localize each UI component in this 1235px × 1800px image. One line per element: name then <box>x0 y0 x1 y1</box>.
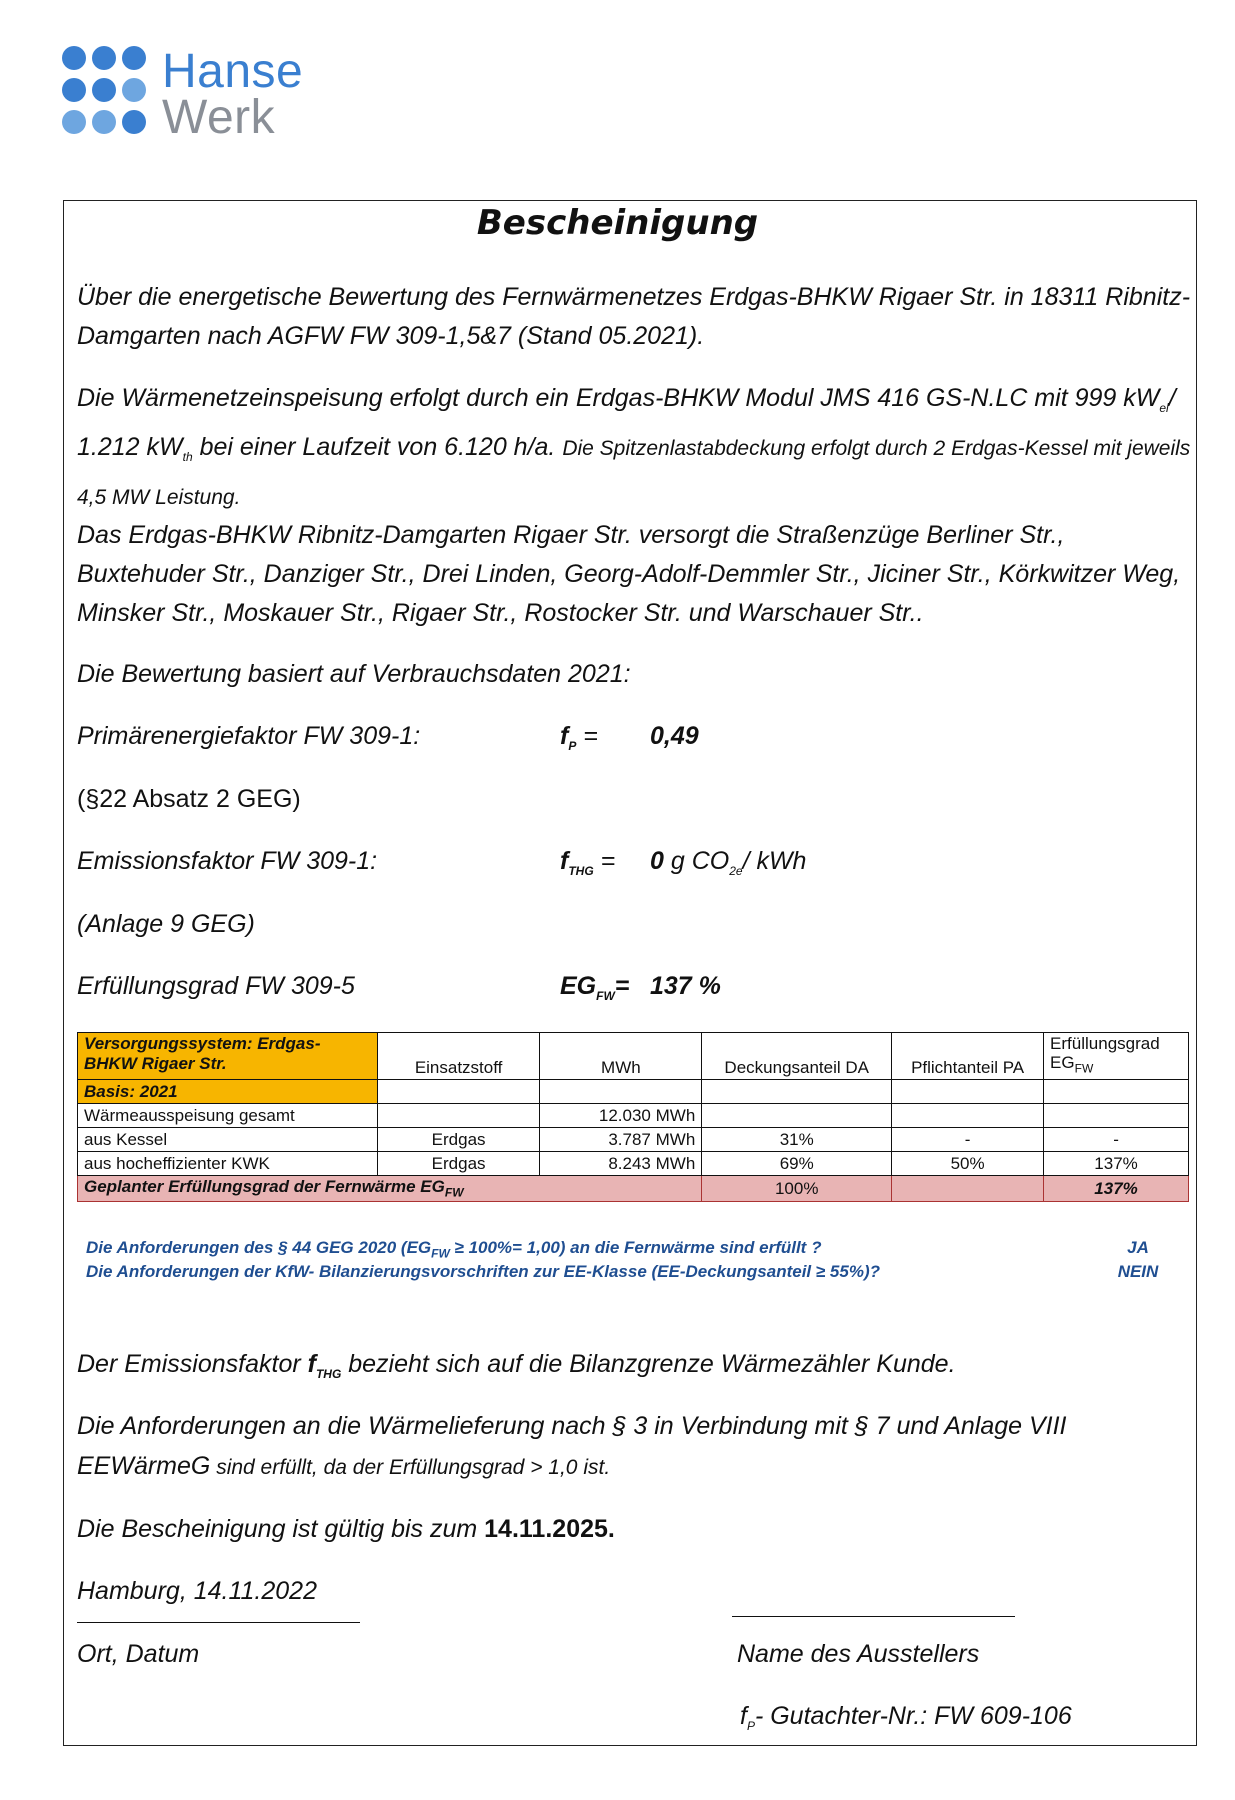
logo-word-hanse: Hanse <box>162 45 304 98</box>
eewaermeg-line1: Die Anforderungen an die Wärmelieferung nach § 3 in Verbindung mit § 7 und Anlage VIII <box>77 1412 1067 1440</box>
table-total-row <box>78 1176 1189 1201</box>
table-header-cell: MWh <box>540 1033 702 1080</box>
table-row <box>78 1104 1189 1128</box>
table-cell: 3.787 MWh <box>540 1128 702 1152</box>
hansewerk-logo <box>62 45 322 144</box>
table-cell: Erdgas <box>377 1152 540 1176</box>
eg-label: Erfüllungsgrad FW 309-5 <box>77 972 355 1000</box>
table-header-row <box>78 1033 1189 1080</box>
issuer-label: Name des Ausstellers <box>737 1640 980 1668</box>
place-date-line <box>77 1622 360 1623</box>
table-cell: 31% <box>702 1128 892 1152</box>
pef-symbol: $f_P$ = <box>560 722 598 753</box>
eg-symbol: $EG_{FW}=$ <box>560 972 630 1003</box>
emis-value: 0 g $CO_{2e}/$ kWh <box>650 847 807 878</box>
table-cell: 69% <box>702 1152 892 1176</box>
requirement-geg: Die Anforderungen des § 44 GEG 2020 $(EG_{FW} \ge 100\%= 1,00)$ an die Fernwärme sind erfüllt ? JA <box>86 1238 1186 1260</box>
table-header-eg: Erfüllungsgrad $EG_{FW}$ <box>1044 1033 1189 1080</box>
emission-note: Der Emissionsfaktor $f_{THG}$ bezieht sich auf die Bilanzgrenze Wärmezähler Kunde. <box>77 1350 956 1381</box>
requirement-geg-answer: JA <box>1127 1238 1149 1257</box>
table-cell <box>892 1104 1044 1128</box>
expert-number: $f_P-$ Gutachter-Nr.: FW 609-106 <box>740 1702 1072 1733</box>
anlage9-text: (Anlage 9 GEG) <box>77 910 255 938</box>
basis-text: Die Bewertung basiert auf Verbrauchsdaten 2021: <box>77 660 631 688</box>
geg22-text: (§22 Absatz 2 GEG) <box>77 785 301 813</box>
logo-word-werk: Werk <box>162 91 276 144</box>
supply-paragraph: Die Wärmenetzeinspeisung erfolgt durch ein Erdgas-BHKW Modul JMS 416 GS-N.LC mit 999 $kW_{el}/$ 1.212 $kW_{th}$ bei einer Laufzeit von 6.120 h/a. Die Spitzenlastabdeckung erfolgt durch 2 Erdgas-Kessel mit jeweils 4,5 MW Leistung. <box>77 384 1191 509</box>
table-total-da: 100% <box>702 1176 892 1201</box>
table-cell: - <box>892 1128 1044 1152</box>
issuer-signature-line <box>732 1616 1015 1617</box>
table-cell: aus hocheffizienter KWK <box>78 1152 378 1176</box>
table-row <box>78 1152 1189 1176</box>
requirement-kfw: Die Anforderungen der KfW- Bilanzierungsvorschriften zur EE-Klasse (EE-Deckungsanteil ≥ 55%)? NEIN <box>86 1262 1186 1282</box>
table-total-eg: 137% <box>1044 1176 1189 1201</box>
validity-text: Die Bescheinigung ist gültig bis zum 14.11.2025. <box>77 1515 615 1543</box>
table-cell <box>702 1104 892 1128</box>
eewaermeg-line2: EEWärmeG sind erfüllt, da der Erfüllungsgrad > 1,0 ist. <box>77 1452 611 1480</box>
table-row <box>78 1080 1189 1104</box>
table-cell: 12.030 MWh <box>540 1104 702 1128</box>
table-header-cell: Deckungsanteil DA <box>702 1033 892 1080</box>
requirement-kfw-answer: NEIN <box>1117 1262 1159 1281</box>
table-header-cell: Einsatzstoff <box>377 1033 540 1080</box>
streets-paragraph: Das Erdgas-BHKW Ribnitz-Damgarten Rigaer Str. versorgt die Straßenzüge Berliner Str., Buxtehuder Str., Danziger Str., Drei Linden, Georg-Adolf-Demmler Str., Jiciner Str., Körkwitzer Weg, Minsker Str., Moskauer Str., Rigaer Str., Rostocker Str. und Warschauer Str.. <box>77 521 1181 627</box>
logo-dots-icon <box>62 46 150 138</box>
place-date-label: Ort, Datum <box>77 1640 200 1668</box>
table-header-system: Versorgungssystem: Erdgas-BHKW Rigaer Str. <box>78 1033 378 1080</box>
table-cell: 8.243 MWh <box>540 1152 702 1176</box>
table-total-label: Geplanter Erfüllungsgrad der Fernwärme $EG_{FW}$ <box>78 1176 702 1201</box>
table-basis-cell: Basis: 2021 <box>78 1080 378 1104</box>
table-cell: - <box>1044 1128 1189 1152</box>
table-cell: Wärmeausspeisung gesamt <box>78 1104 378 1128</box>
evaluation-table <box>77 1032 1189 1202</box>
place-date-value: Hamburg, 14.11.2022 <box>77 1577 317 1605</box>
pef-value: 0,49 <box>650 722 699 750</box>
emis-label: Emissionsfaktor FW 309-1: <box>77 847 378 875</box>
intro-paragraph: Über die energetische Bewertung des Fernwärmenetzes Erdgas-BHKW Rigaer Str. in 18311 Ribnitz-Damgarten nach AGFW FW 309-1,5&7 (Stand 05.2021). <box>77 283 1191 350</box>
table-header-cell: Pflichtanteil PA <box>892 1033 1044 1080</box>
eg-value: 137 % <box>650 972 721 1000</box>
pef-label: Primärenergiefaktor FW 309-1: <box>77 722 421 750</box>
table-cell <box>1044 1104 1189 1128</box>
emis-symbol: $f_{THG}$ = <box>560 847 616 878</box>
table-cell <box>377 1104 540 1128</box>
table-cell: 137% <box>1044 1152 1189 1176</box>
table-row <box>78 1128 1189 1152</box>
document-title: Bescheinigung <box>476 203 759 243</box>
table-cell: Erdgas <box>377 1128 540 1152</box>
table-cell: 50% <box>892 1152 1044 1176</box>
table-cell: aus Kessel <box>78 1128 378 1152</box>
